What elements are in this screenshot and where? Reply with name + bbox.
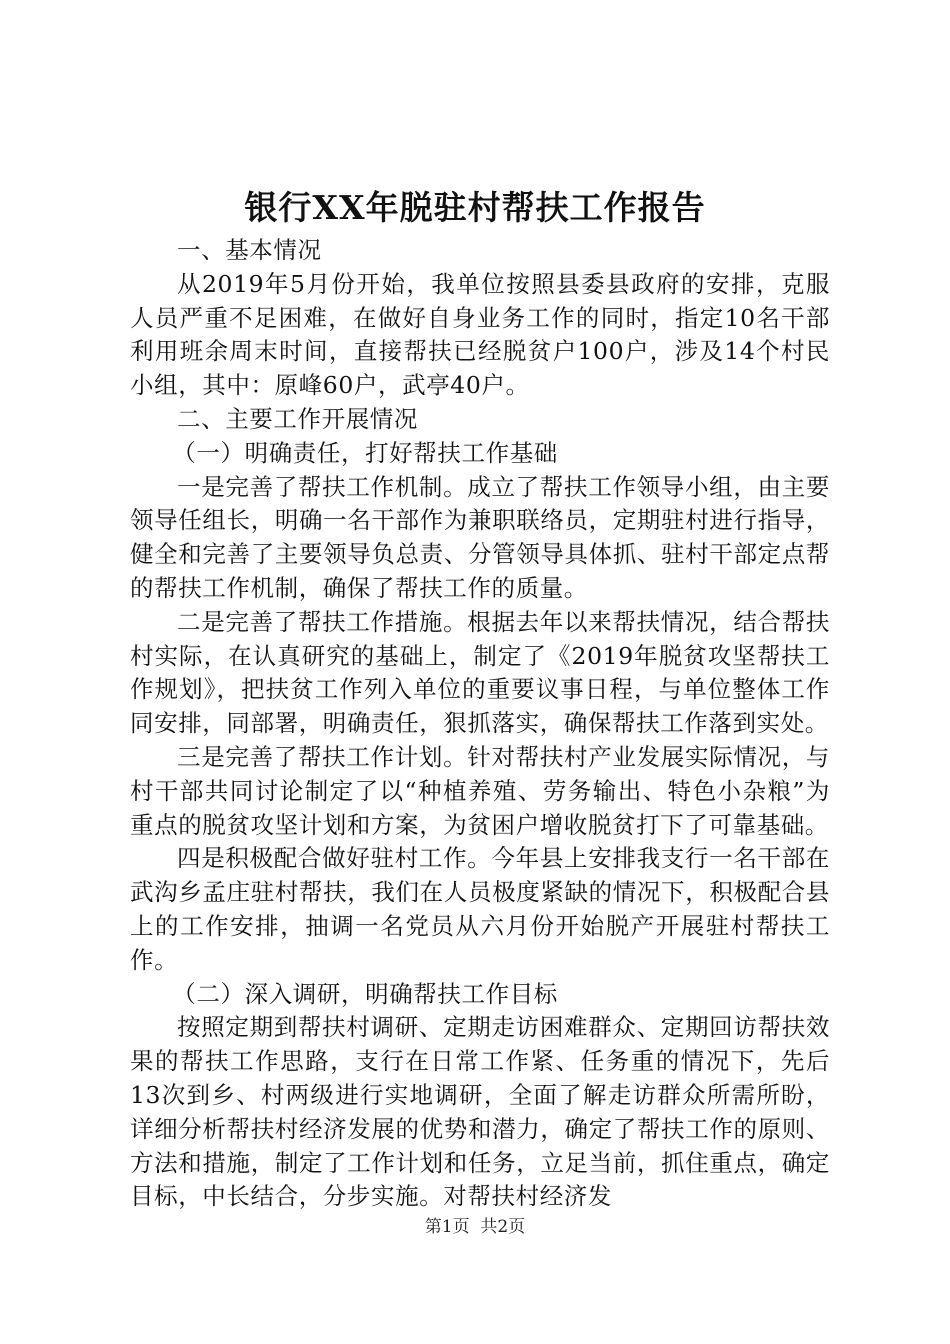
subsection-heading-responsibility: （一）明确责任，打好帮扶工作基础 bbox=[172, 438, 558, 467]
paragraph-basic-situation: 从2019年5月份开始，我单位按照县委县政府的安排，克服人员严重不足困难，在做好自身业务工作的同时，指定10名干部利用班余周末时间，直接帮扶已经脱贫户100户，涉及14个村民小组，其中：原峰60户，武亭40户。 bbox=[130, 269, 830, 400]
section-heading-basic-situation: 一、基本情况 bbox=[177, 236, 322, 264]
paragraph-mechanism: 一是完善了帮扶工作机制。成立了帮扶工作领导小组，由主要领导任组长，明确一名干部作为兼职联络员，定期驻村进行指导，健全和完善了主要领导负总责、分管领导具体抓、驻村干部定点帮的帮扶工作机制，确保了帮扶工作的质量。 bbox=[130, 472, 830, 602]
document-title: 银行XX年脱驻村帮扶工作报告 bbox=[244, 188, 706, 227]
section-heading-main-work: 二、主要工作开展情况 bbox=[177, 404, 418, 433]
paragraph-village-work: 四是积极配合做好驻村工作。今年县上安排我支行一名干部在武沟乡孟庄驻村帮扶，我们在人员极度紧缺的情况下，积极配合县上的工作安排，抽调一名党员从六月份开始脱产开展驻村帮扶工作。 bbox=[130, 844, 830, 974]
document-body bbox=[130, 234, 830, 1214]
paragraph-research: 按照定期到帮扶村调研、定期走访困难群众、定期回访帮扶效果的帮扶工作思路，支行在日常工作紧、任务重的情况下，先后13次到乡、村两级进行实地调研，全面了解走访群众所需所盼，详细分析帮扶村经济发展的优势和潜力，确定了帮扶工作的原则、方法和措施，制定了工作计划和任务，立足当前，抓住重点，确定目标，中长结合，分步实施。对帮扶村经济发 bbox=[130, 1013, 830, 1211]
paragraph-measures: 二是完善了帮扶工作措施。根据去年以来帮扶情况，结合帮扶村实际，在认真研究的基础上，制定了《2019年脱贫攻坚帮扶工作规划》，把扶贫工作列入单位的重要议事日程，与单位整体工作同安排，同部署，明确责任，狠抓落实，确保帮扶工作落到实处。 bbox=[130, 607, 830, 738]
page-footer: 第1页 共2页 bbox=[424, 1217, 526, 1237]
subsection-heading-research: （二）深入调研，明确帮扶工作目标 bbox=[172, 979, 558, 1008]
paragraph-plan: 三是完善了帮扶工作计划。针对帮扶村产业发展实际情况，与村干部共同讨论制定了以“种植养殖、劳务输出、特色小杂粮”为重点的脱贫攻坚计划和方案，为贫困户增收脱贫打下了可靠基础。 bbox=[130, 742, 830, 839]
